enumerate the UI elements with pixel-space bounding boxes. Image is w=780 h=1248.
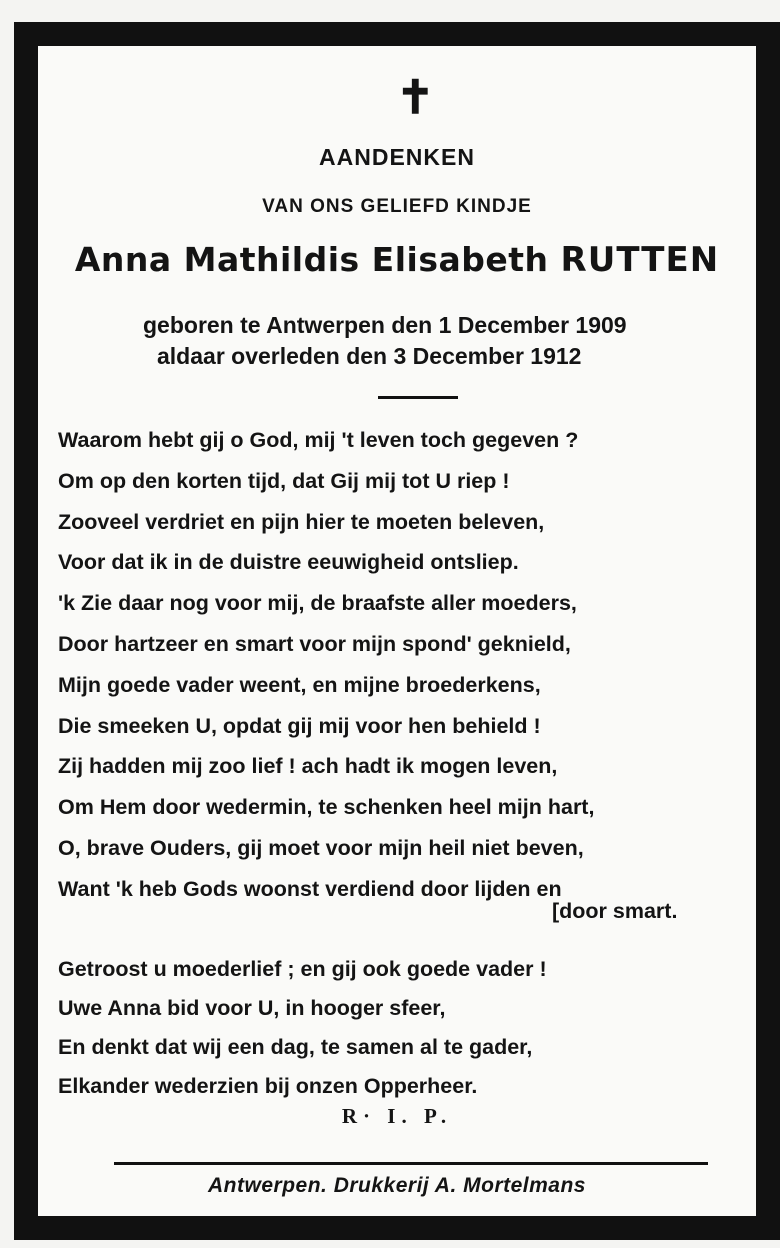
poem-line: Want 'k heb Gods woonst verdiend door lijden en (58, 876, 562, 901)
memorial-card (14, 22, 780, 1240)
divider-short (378, 396, 458, 399)
poem-line: 'k Zie daar nog voor mij, de braafste aller moeders, (58, 591, 577, 616)
birth-line: geboren te Antwerpen den 1 December 1909 (143, 312, 627, 338)
poem-line: Waarom hebt gij o God, mij 't leven toch gegeven ? (58, 428, 579, 452)
rip-text: R· I. P. (341, 1104, 453, 1128)
cross-icon: ✝ (396, 70, 435, 124)
poem-line: Om Hem door wedermin, te schenken heel mijn hart, (58, 795, 595, 820)
card-subheading: VAN ONS GELIEFD KINDJE (262, 196, 532, 217)
poem-line: Zij hadden mij zoo lief ! ach hadt ik mogen leven, (58, 754, 558, 779)
poem-line: Getroost u moederlief ; en gij ook goede vader ! (58, 957, 547, 981)
printer-credit: Antwerpen. Drukkerij A. Mortelmans (208, 1174, 586, 1197)
poem-stanza-1 (58, 420, 748, 928)
deceased-surname: RUTTEN (560, 240, 720, 280)
death-line: aldaar overleden den 3 December 1912 (157, 343, 582, 369)
poem-line: O, brave Ouders, gij moet voor mijn heil niet beven, (58, 835, 584, 860)
poem-line: Om op den korten tijd, dat Gij mij tot U riep ! (58, 468, 510, 493)
poem-line: Door hartzeer en smart voor mijn spond' geknield, (58, 631, 571, 656)
poem-line: Elkander wederzien bij onzen Opperheer. (58, 1074, 478, 1098)
poem-line: Voor dat ik in de duistre eeuwigheid ontsliep. (58, 550, 519, 575)
poem-line: Mijn goede vader weent, en mijne broederkens, (58, 672, 541, 697)
card-heading: AANDENKEN (319, 144, 475, 170)
poem-line-continuation: [door smart. (552, 898, 678, 923)
poem-line: En denkt dat wij een dag, te samen al te gader, (58, 1035, 533, 1059)
poem-line: Die smeeken U, opdat gij mij voor hen behield ! (58, 713, 541, 738)
poem-line: Uwe Anna bid voor U, in hooger sfeer, (58, 996, 446, 1020)
divider-long (114, 1162, 708, 1165)
poem-stanza-2 (58, 950, 748, 1106)
deceased-name (38, 240, 756, 280)
deceased-given-names: Anna Mathildis Elisabeth (74, 240, 549, 279)
dates-block (143, 310, 627, 372)
poem-line: Zooveel verdriet en pijn hier te moeten beleven, (58, 509, 545, 534)
